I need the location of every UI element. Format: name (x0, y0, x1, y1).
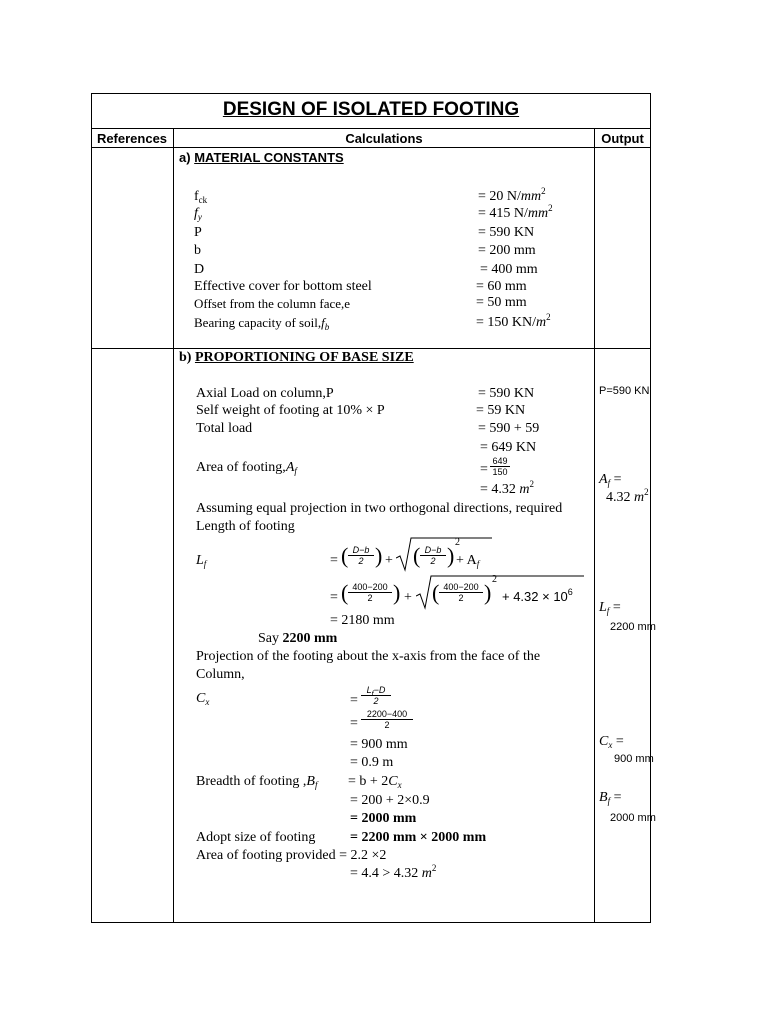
cx-fraction-1 (361, 685, 391, 706)
lf-plus-term (502, 589, 573, 604)
af-symbol: A (285, 460, 295, 475)
out-af-symbol: A (599, 472, 608, 487)
lf-f2-num: D−b (420, 545, 446, 556)
lf-f2-den: 2 (430, 556, 436, 566)
cx-symbol: C (196, 691, 206, 706)
area-result-text: = 4.32 (480, 482, 520, 497)
const-cover-value: = 60 mm (476, 279, 527, 294)
fy-subscript: y (197, 212, 202, 222)
lf-paren-open-3: ( (341, 580, 349, 605)
output-af-value (606, 487, 649, 506)
section-a-title: MATERIAL CONSTANTS (194, 150, 344, 165)
out-cx-symbol: C (599, 734, 609, 749)
lf-plus-af-text: + A (456, 553, 477, 568)
lf-f1-den: 2 (358, 556, 364, 566)
area-numerator: 649 (490, 456, 510, 467)
cx-f1-den: 2 (373, 696, 379, 706)
table-border-left (91, 93, 92, 923)
assume-text-2: Length of footing (196, 519, 295, 534)
say-line (258, 631, 337, 647)
fck-unit: mm (520, 189, 542, 204)
lf-paren-close-3: ) (393, 580, 401, 605)
header-output: Output (601, 131, 644, 146)
lf-plus-term-text: + 4.32 × 10 (502, 589, 568, 604)
fy-unit-power: 2 (548, 203, 553, 213)
out-lf-symbol: L (599, 600, 607, 615)
lf-f4-num: 400−200 (439, 582, 483, 593)
lf-paren-open-1: ( (341, 543, 349, 568)
cx-result-2: = 0.9 m (350, 755, 394, 770)
out-af-eq: = (610, 472, 622, 487)
lf-result: = 2180 mm (330, 613, 395, 628)
output-cx-value: 900 mm (614, 753, 654, 765)
const-d-label: D (194, 262, 205, 277)
section-b-heading (179, 350, 414, 366)
area-fraction (490, 456, 510, 477)
cx-equals-2: = (350, 716, 358, 731)
const-bearing-label (194, 315, 329, 331)
projection-text-2: Column, (196, 667, 245, 682)
assume-text-1: Assuming equal projection in two orthogonal directions, required (196, 501, 563, 516)
area-result-power: 2 (529, 479, 535, 489)
fck-symbol: f (194, 189, 199, 204)
out-af-unit: m (634, 490, 645, 505)
section-divider (91, 348, 651, 349)
cx-f1-num (361, 685, 391, 696)
say-prefix: Say (258, 631, 283, 646)
cx-f1-num-var: L (366, 685, 372, 695)
fb-symbol: f (321, 315, 325, 330)
const-cover-label: Effective cover for bottom steel (194, 279, 372, 294)
out-af-power: 2 (644, 487, 649, 497)
output-af-label (599, 472, 621, 488)
output-p: P=590 KN (599, 385, 650, 397)
fck-value-text: = 20 N/ (478, 189, 521, 204)
adopt-label: Adopt size of footing (196, 830, 316, 845)
out-af-subscript: f (607, 478, 611, 488)
output-bf-label (599, 790, 621, 806)
table-border-top (91, 93, 651, 94)
lf-paren-close-2: ) (447, 543, 455, 568)
const-fy-label (194, 206, 202, 222)
cx-label (196, 691, 209, 707)
lf-plus-af-sub: f (476, 559, 480, 569)
lf-paren-close-4: ) (484, 580, 492, 605)
out-cx-eq: = (612, 734, 624, 749)
lf-plus-2: + (404, 590, 412, 605)
lf-f4-den: 2 (458, 593, 464, 603)
bf-subscript: f (314, 780, 318, 790)
bearing-unit-power: 2 (546, 312, 551, 322)
lf-fraction-1 (348, 545, 374, 566)
axial-load-label: Axial Load on column,P (196, 386, 334, 401)
provided-unit-power: 2 (431, 863, 437, 873)
lf-fraction-3 (348, 582, 392, 603)
lf-fraction-4 (439, 582, 483, 603)
breadth-label-text: Breadth of footing , (196, 774, 307, 789)
lf-plus-1: + (385, 553, 393, 568)
cx-subscript: x (205, 697, 210, 707)
cx-result-1: = 900 mm (350, 737, 408, 752)
axial-load-value: = 590 KN (478, 386, 535, 401)
area-equals: = (480, 462, 488, 477)
total-load-value: = 590 + 59 (478, 421, 540, 436)
out-cx-subscript: x (608, 740, 613, 750)
output-cx-label (599, 734, 624, 750)
out-bf-eq: = (610, 790, 622, 805)
lf-f1-num: D−b (348, 545, 374, 556)
self-weight-label: Self weight of footing at 10% × P (196, 403, 385, 418)
const-fck-value (478, 186, 546, 205)
breadth-cx-subscript: x (397, 780, 402, 790)
header-divider (91, 147, 651, 148)
lf-f3-num: 400−200 (348, 582, 392, 593)
const-offset-value: = 50 mm (476, 295, 527, 310)
breadth-eq-2: = 200 + 2×0.9 (350, 793, 430, 808)
fy-symbol: f (194, 206, 198, 221)
column-divider-right (594, 128, 595, 923)
lf-power-1: 2 (455, 537, 460, 548)
lf-paren-close-1: ) (375, 543, 383, 568)
adopt-value: = 2200 mm × 2000 mm (350, 830, 487, 845)
breadth-eq-text: = b + 2 (348, 774, 389, 789)
area-result-unit: m (519, 482, 530, 497)
lf-equals-1: = (330, 553, 338, 568)
table-border-bottom (91, 922, 651, 923)
breadth-eq-3: = 2000 mm (350, 811, 417, 826)
cx-fraction-2 (361, 709, 413, 730)
lf-label (196, 553, 206, 569)
const-fy-value (478, 203, 553, 222)
lf-paren-open-4: ( (432, 580, 440, 605)
projection-text-1: Projection of the footing about the x-axis from the face of the (196, 649, 541, 664)
fck-subscript: ck (198, 195, 208, 205)
say-value: 2200 mm (282, 631, 338, 646)
const-fck-label (194, 189, 207, 205)
const-b-value: = 200 mm (478, 243, 536, 258)
out-bf-subscript: f (607, 796, 611, 806)
area-label-text: Area of footing, (196, 460, 286, 475)
cx-equals-1: = (350, 693, 358, 708)
const-bearing-value (476, 312, 551, 331)
breadth-eq-1 (348, 774, 402, 790)
section-b-title: PROPORTIONING OF BASE SIZE (194, 350, 414, 365)
const-offset-label: Offset from the column face,e (194, 296, 351, 311)
const-p-label: P (194, 225, 202, 240)
out-bf-symbol: B (599, 790, 608, 805)
area-denominator: 150 (492, 467, 508, 477)
cx-f1-num-sub: f (371, 691, 374, 698)
lf-symbol: L (196, 553, 204, 568)
table-border-right (650, 93, 651, 923)
breadth-cx-symbol: C (388, 774, 398, 789)
area-result (480, 479, 535, 498)
section-b-prefix: b) (179, 350, 192, 365)
const-b-label: b (194, 243, 201, 258)
provided-unit: m (421, 866, 432, 881)
fck-unit-power: 2 (541, 186, 546, 196)
output-lf-value: 2200 mm (610, 621, 656, 633)
bf-symbol: B (306, 774, 315, 789)
lf-plus-af (456, 553, 479, 569)
out-lf-eq: = (609, 600, 621, 615)
lf-fraction-2 (420, 545, 446, 566)
out-af-value-text: 4.32 (606, 490, 634, 505)
fy-unit: mm (527, 206, 549, 221)
output-bf-value: 2000 mm (610, 812, 656, 824)
section-a-heading (179, 150, 344, 165)
bearing-value-text: = 150 KN/ (476, 315, 537, 330)
cx-f2-den: 2 (384, 720, 390, 730)
out-lf-subscript: f (606, 606, 610, 616)
self-weight-value: = 59 KN (476, 403, 526, 418)
const-d-value: = 400 mm (480, 262, 538, 277)
provided-value-text: = 4.4 > 4.32 (350, 866, 422, 881)
lf-plus-term-power: 6 (567, 587, 573, 597)
total-load-result: = 649 KN (480, 440, 537, 455)
provided-label: Area of footing provided = 2.2 ×2 (196, 848, 387, 863)
bearing-unit: m (536, 315, 547, 330)
total-load-label: Total load (196, 421, 253, 436)
cx-f2-num: 2200−400 (361, 709, 413, 720)
lf-subscript: f (203, 559, 207, 569)
lf-paren-open-2: ( (413, 543, 421, 568)
lf-f3-den: 2 (367, 593, 373, 603)
provided-value (350, 863, 437, 882)
const-p-value: = 590 KN (478, 225, 535, 240)
cx-f1-num-rest: −D (373, 685, 386, 695)
af-subscript: f (294, 466, 297, 476)
bearing-text: Bearing capacity of soil, (194, 315, 322, 330)
area-footing-label (196, 460, 297, 476)
fb-subscript: b (324, 322, 330, 332)
output-lf-label (599, 600, 621, 616)
header-references: References (96, 131, 168, 146)
page-title: DESIGN OF ISOLATED FOOTING (222, 99, 520, 120)
fy-value-text: = 415 N/ (478, 206, 528, 221)
title-divider (91, 128, 651, 129)
lf-power-2: 2 (492, 574, 497, 585)
lf-equals-2: = (330, 590, 338, 605)
header-calculations: Calculations (345, 131, 423, 146)
section-a-prefix: a) (179, 150, 191, 165)
breadth-label (196, 774, 318, 790)
column-divider-left (173, 128, 174, 923)
